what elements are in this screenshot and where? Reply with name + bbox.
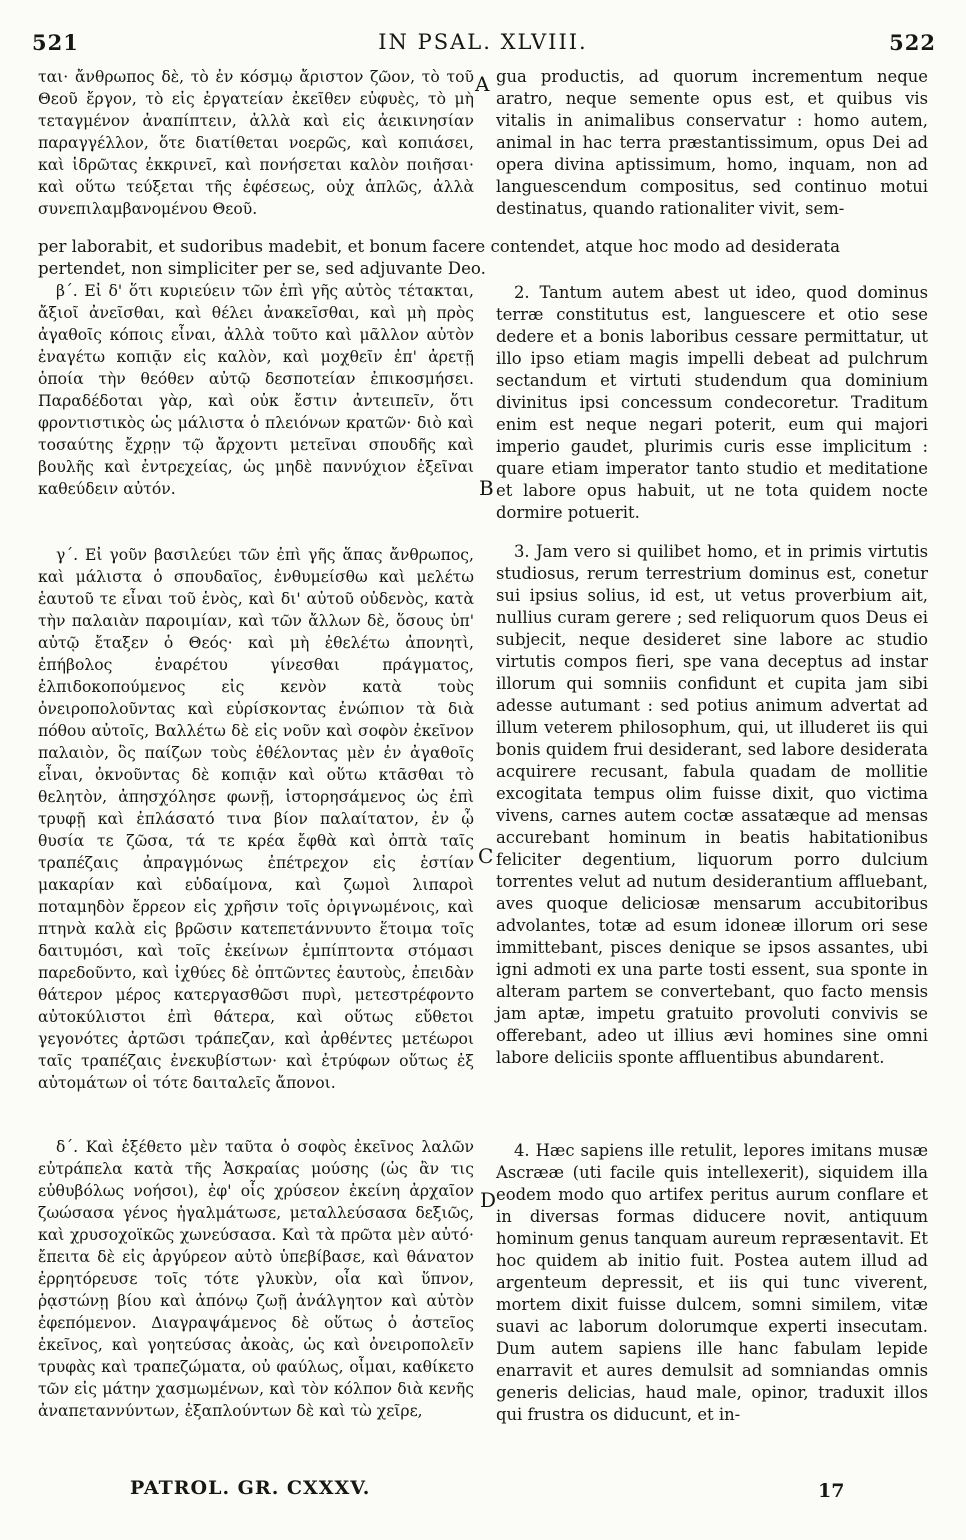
page-header: [30, 30, 936, 60]
latin-text-4: 4. Hæc sapiens ille retulit, lepores imitans musæ Ascrææ (uti facile quis intellexerit), siquidem illa eodem modo quo artifex peritus aurum conflare et in diversas formas diducere novit, antiquum hominum genus tanquam aureum repræsentavit. Et hoc quidem ab initio fuit. Postea autem illud ad argenteum depressit, et iis qui tunc viverent, mortem dixit fuisse dulcem, somni similem, vitæ suavi ac laborum dolorumque experti insecutam. Dum autem sapiens ille hanc fabulam lepide enarravit et aures demulsit ad somniandas omnis generis delicias, haud male, opinor, traduxit illos qui frustra os diducunt, et in-: [496, 1141, 929, 1424]
greek-text-2: β΄. Εἰ δ' ὅτι κυριεύειν τῶν ἐπὶ γῆς αὐτὸς τέτακται, ἄξιοῖ ἀνεῖσθαι, καὶ θέλει ἀνακεῖσθαι, καὶ μὴ πρὸς ἀγαθοῖς κόποις εἶναι, ἀλλὰ τοῦτο καὶ μᾶλλον αὐτὸν ἐναγέτω κοπιᾷν εἰς καλὸν, καὶ μοχθεῖν ἐπ' ἀρετῇ ὁποία τὴν θεόθεν αὐτῷ δεσποτείαν ἐπικοσμήσει. Παραδέδοται γὰρ, καὶ οὐκ ἔστιν ἀντειπεῖν, ὅτι φροντιστικὸς ὡς μάλιστα ὁ πλειόνων κρατῶν· διὸ καὶ τοσαύτης ἔχρῃν τῷ ἄρχοντι μετεῖναι σπουδῆς καὶ βουλῆς καὶ ἐντρεχείας, ὡς μηδὲ παννύχιον ἐξεῖναι καθεύδειν αὐτόν.: [38, 282, 474, 498]
latin-text-3: 3. Jam vero si quilibet homo, et in primis virtutis studiosus, rerum terrestrium dominus est, conetur sui ipsius solius, id est, ut vetus proverbium ait, nullius curam gerere ; sed reliquorum quos Deus ei subjecit, neque desideret sine labore ac studio virtutis compos fieri, spe vana deceptus ad instar illorum qui somniis confidunt et cupita jam sibi adesse autumant : sed potius animum advertat ad illum veterem philosophum, qui, ut illuderet iis qui bonis quidem frui desiderant, sed labore desiderata acquirere recusant, fabula quadam de mollitie excogitata tempus olim fuisse dixit, quo victima vivens, carnes autem coctæ assatæque ad mensas accurebant hominum in beatis habitationibus feliciter degentium, liquorum porro dulcium torrentes velut ad nutum desiderantium affluebant, aves quoque deliciosæ mensarum accubitoribus advolantes, totæ ad esum idoneæ illorum ori sese immittebant, pisces denique se ipsos assantes, ubi igni admoti ex una parte tosti essent, sua sponte in alteram partem se convertebant, quo facto mensis jam aptæ, impetu gratuito provoluti convivis se offerebant, adeo ut illius ævi homines sine omni labore deliciis sponte affluentibus abundarent.: [496, 542, 928, 1067]
latin-text-1: gua productis, ad quorum incrementum neque aratro, neque semente opus est, et quibus vis vitalis in animalibus conservatur : homo autem, animal in hac terra præstantissimum, opus Dei ad opera divina aptissimum, homo, inquam, non ad languescendum compositus, sed continuo motui destinatus, quando rationaliter vivit, sem-: [496, 67, 928, 218]
margin-letter-d: D: [480, 1188, 497, 1212]
greek-paragraph-1: [38, 66, 474, 220]
latin-paragraph-3: [496, 541, 928, 1069]
footer-volume: PATROL. GR. CXXXV.: [130, 1477, 371, 1499]
greek-paragraph-4: [38, 1136, 474, 1422]
left-page-number: 521: [32, 30, 79, 55]
greek-text-1: ται· ἄνθρωπος δὲ, τὸ ἐν κόσμῳ ἄριστον ζῶον, τὸ τοῦ Θεοῦ ἔργον, τὸ εἰς ἐργατείαν ἐκεῖθεν εὐφυὲς, τὸ μὴ τεταγμένον ἀναπίπτειν, ἀλλὰ καὶ εἰς ἀεικινησίαν παραγγέλλον, ὅτε διατίθεται νοερῶς, καὶ κοπιάσει, καὶ ἱδρῶτας ἐκκρινεῖ, καὶ πονήσεται καλὸν ποιῆσαι· καὶ οὕτω τεύξεται τῆς ἐφέσεως, οὐχ ἁπλῶς, ἀλλὰ συνεπιλαμβανομένου Θεοῦ.: [38, 68, 474, 218]
footer-signature: 17: [818, 1480, 845, 1502]
latin-paragraph-4: [496, 1140, 928, 1426]
margin-letter-a: A: [475, 72, 490, 96]
greek-paragraph-3: [38, 544, 474, 1094]
latin-text-2: 2. Tantum autem abest ut ideo, quod dominus terræ constitutus est, languescere et otio sese dedere et a bonis laboribus cessare permittatur, ut illo ipso etiam magis impelli debeat ad pulchrum sectandum et virtuti studendum qua dominium divinitus ipsi concessum condecoretur. Traditum enim est neque negari poterit, eum qui majori imperio gaudet, plurimis curis esse implicitum : quare etiam imperator tanto studio et meditatione et labore opus habuit, ut ne tota quidem nocte dormire potuerit.: [496, 283, 928, 522]
margin-letter-c: C: [478, 844, 494, 868]
greek-paragraph-2: [38, 280, 474, 500]
right-page-number: 522: [889, 30, 936, 55]
latin-paragraph-1: [496, 66, 928, 220]
latin-paragraph-2: [496, 282, 928, 524]
latin-text-1-cont: per laborabit, et sudoribus madebit, et bonum facere contendet, atque hoc modo ad desiderata pertendet, non simpliciter per se, sed adjuvante Deo.: [38, 236, 841, 278]
greek-text-3: γ΄. Εἰ γοῦν βασιλεύει τῶν ἐπὶ γῆς ἅπας ἄνθρωπος, καὶ μάλιστα ὁ σπουδαῖος, ἐνθυμείσθω καὶ μελέτω ἑαυτοῦ τε εἶναι τοῦ ἑνὸς, καὶ δι' αὐτοῦ οὐδενὸς, κατὰ τὴν παλαιὰν παροιμίαν, καὶ τῶν ἄλλων δὲ, ὅσους ὑπ' αὐτῷ ἔταξεν ὁ Θεός· καὶ μὴ ἐθελέτω ἀπονητὶ, ἐπήβολος ἐναρέτου γίνεσθαι πράγματος, ἐλπιδοκοπούμενος εἰς κενὸν κατὰ τοὺς ὀνειροπολοῦντας καὶ εὑρίσκοντας ἐνώπιον τὰ διὰ πόθου αὐτοῖς, Βαλλέτω δὲ εἰς νοῦν καὶ σοφὸν ἐκεῖνον παλαιὸν, ὃς παίζων τοὺς ἐθέλοντας μὲν ἐν ἀγαθοῖς εἶναι, ὀκνοῦντας δὲ κοπιᾷν καὶ οὕτω κτᾶσθαι τὸ θελητὸν, ἀπησχόλησε φωνῇ, ἱστορησάμενος ὡς ἐπὶ τρυφῇ καὶ ἐπλάσατό τινα βίον παλαίτατον, ἐν ᾧ θυσία τε ζῶσα, τά τε κρέα ἔφθὰ καὶ ὀπτὰ ταῖς τραπέζαις ἀπραγμόνως ἐπέτρεχον εἰς ἑστίαν μακαρίαν καὶ εὐδαίμονα, καὶ ζωμοὶ λιπαροὶ ποταμηδὸν ἔρρεον εἰς χρῆσιν τοῖς ὀριγνωμένοις, καὶ πτηνὰ καλὰ εἰς βρῶσιν κατεπετάννυντο ἕτοιμα τοῖς δαιτυμόσι, καὶ τοῖς ἐκείνων ἐμπίπτοντα στόμασι παρεδοῦντο, καὶ ἰχθύες δὲ ὀπτῶντες ἑαυτοὺς, ἐπειδὰν θάτερον μέρος κατεργασθῶσι πυρὶ, μετεστρέφοντο αὐτοκύλιστοι ἐπὶ θάτερα, καὶ οὕτως εὔθετοι γεγονότες ἀρτῶσι τράπεζαν, καὶ ἀρθέντες μετέωροι ταῖς τραπέζαις ἐνεκυβίστων· καὶ ἐτρύφων οὕτως ἐξ αὐτομάτων οἱ τότε δαιταλεῖς ἄπονοι.: [38, 546, 474, 1092]
margin-letter-b: B: [479, 476, 494, 500]
greek-text-4: δ΄. Καὶ ἐξέθετο μὲν ταῦτα ὁ σοφὸς ἐκεῖνος λαλῶν εὐτράπελα κατὰ τῆς Ἀσκραίας μούσης (ὡς ἂν τις εὐθυβόλως νοήσοι), ἐφ' οἷς χρύσεον ἐκείνη ἀρχαῖον ζωώσασα γένος ἠγαλμάτωσε, μεταλλεύσασα δεξιῶς, καὶ χρυσοχοϊκῶς χωνεύσασα. Καὶ τὰ πρῶτα μὲν αὐτό· ἔπειτα δὲ εἰς ἀργύρεον αὐτὸ ὑπεβίβασε, καὶ θάνατον ἐρρητόρευσε τοῖς τότε γλυκὺν, οἷα καὶ ὕπνον, ῥᾳστώνῃ βίου καὶ ἀπόνῳ ζωῇ ἀνάλγητον καὶ αὐτὸν ἐφεπόμενον. Διαγραψάμενος δὲ οὕτως ὁ ἀστεῖος ἐκεῖνος, καὶ γοητεύσας ἀκοὰς, ὡς καὶ ὀνειροπολεῖν τρυφὰς καὶ τραπεζώματα, οὐ φαύλως, οἶμαι, καθίκετο τῶν εἰς μάτην χασμωμένων, καὶ τὸν κόλπον διὰ κενῆς ἀναπεταννύντων, ἐξαπλούντων δὲ καὶ τὼ χεῖρε,: [38, 1138, 474, 1420]
running-title: IN PSAL. XLVIII.: [378, 30, 588, 54]
